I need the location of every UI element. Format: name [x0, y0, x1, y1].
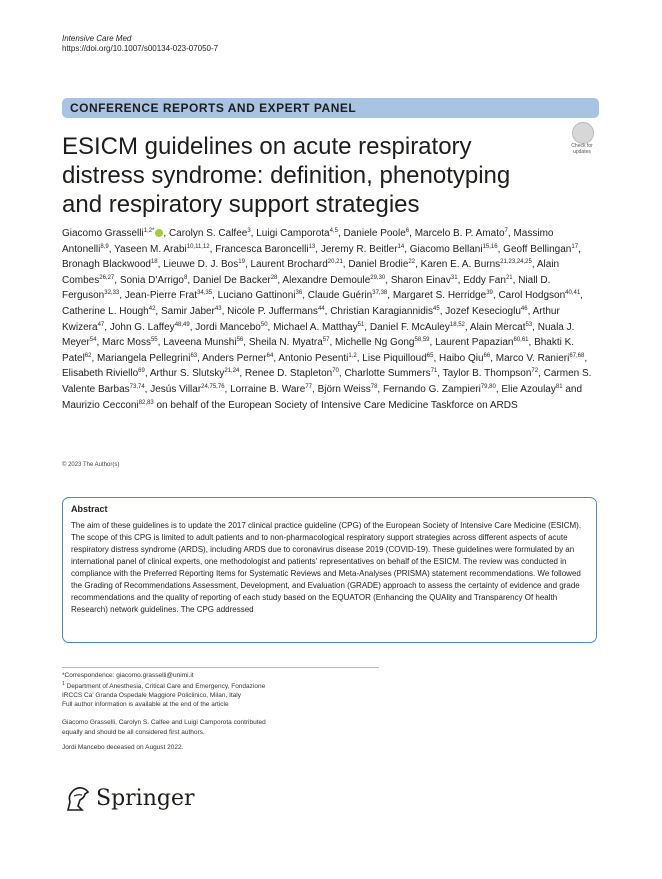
author-affiliation-ref: 21,24	[224, 368, 240, 375]
author-name: Laurent Brochard	[250, 259, 328, 271]
author-affiliation-ref: 57	[322, 337, 330, 344]
author-affiliation-ref: 53	[525, 321, 533, 328]
journal-name: Intensive Care Med	[62, 34, 132, 43]
author-name: Elisabeth Riviello	[62, 368, 139, 380]
author-affiliation-ref: 63	[190, 352, 198, 359]
abstract-box	[62, 497, 597, 643]
author-name: Niall D. Ferguson	[62, 274, 551, 302]
equal-contribution-line: equally and should be all considered first authors.	[62, 728, 205, 736]
author-affiliation-ref: 34,35	[197, 290, 213, 297]
author-affiliation-ref: 8,9	[100, 243, 109, 250]
author-name: Arthur S. Slutsky	[149, 368, 225, 380]
author-affiliation-ref: 51	[357, 321, 365, 328]
author-affiliation-ref: 1,2*	[143, 228, 155, 234]
author-name: Jozef Kesecioglu	[445, 305, 521, 317]
author-affiliation-ref: 45	[433, 305, 440, 312]
author-affiliation-ref: 18,52	[449, 321, 465, 328]
footnotes: *Correspondence: giacomo.grasselli@unimi.it $^1$ Department of Anesthesia, Critical Care and Emergency, Fondazione IRCCS Ca' Granda Ospedale Maggiore Policlinico, Milan, Italy Full author information is available at the end of the article	[62, 671, 382, 709]
author-name: Taylor B. Thompson	[442, 368, 532, 380]
section-banner	[62, 98, 599, 118]
author-affiliation-ref: 24,75,76	[201, 383, 225, 390]
author-name: Sharon Einav	[390, 274, 451, 286]
author-name: Massimo Antonelli	[62, 228, 554, 255]
author-affiliation-ref: 73,74	[129, 383, 145, 390]
equal-contribution-line: Giacomo Grasselli, Carolyn S. Calfee and Luigi Camporota contributed	[62, 719, 266, 726]
author-affiliation-ref: 43	[214, 305, 222, 312]
author-name: John G. Laffey	[109, 321, 175, 333]
author-name: Björn Weiss	[317, 383, 371, 395]
author-affiliation-ref: 37,38	[372, 290, 388, 297]
author-affiliation-ref: 3	[247, 228, 251, 234]
author-name: Bhakti K. Patel	[62, 337, 575, 364]
author-name: Jordi Mancebo	[195, 321, 261, 333]
author-name: Anders Perner	[202, 352, 267, 364]
author-name: Karen E. A. Burns	[420, 259, 501, 271]
author-name: Catherine L. Hough	[62, 305, 149, 317]
author-name: Marc Moss	[102, 337, 151, 349]
section-banner-label: CONFERENCE REPORTS AND EXPERT PANEL	[70, 101, 357, 115]
author-name: Daniel Brodie	[348, 259, 409, 271]
author-affiliation-ref: 66	[483, 352, 491, 359]
author-name: Luciano Gattinoni	[217, 290, 296, 302]
article-title	[62, 132, 562, 219]
authors-tail: on behalf of the European Society of Intensive Care Medicine Taskforce on ARDS	[156, 399, 518, 411]
doi-link[interactable]: https://doi.org/10.1007/s00134-023-07050-7	[62, 44, 219, 53]
author-name: Alain Combes	[62, 259, 560, 286]
author-name: Arthur Kwizera	[62, 305, 560, 333]
author-affiliation-ref: 36	[295, 290, 303, 297]
author-name: Claude Guérin	[307, 290, 373, 302]
springer-horse-icon	[62, 784, 94, 814]
author-affiliation-ref: 40,41	[565, 290, 581, 297]
author-name: Francesca Baroncelli	[215, 243, 309, 255]
author-name: Nicole P. Juffermans	[227, 305, 318, 317]
author-list: Giacomo Grasselli$^{1,2*}$ , Carolyn S. Calfee$^3$, Luigi Camporota$^{4,5}$, Daniele Poole$^6$, Marcelo B. P. Amato$^7$, Massimo Antonelli$^{8,9}$, Yaseen M. Arabi$^{10,11,12}$, Francesca Baroncelli$^{13}$, Jeremy R. Beitler$^{14}$, Giacomo Bellani$^{15,16}$, Geoff Bellingan$^{17}$, Bronagh Blackwood$^{18}$, Lieuwe D. J. Bos$^{19}$, Laurent Brochard$^{20,21}$, Daniel Brodie$^{22}$, Karen E. A. Burns$^{21,23,24,25}$, Alain Combes$^{26,27}$, Sonia D'Arrigo$^8$, Daniel De Backer$^{28}$, Alexandre Demoule$^{29,30}$, Sharon Einav$^{31}$, Eddy Fan$^{21}$, Niall D. Ferguson$^{32,33}$, Jean-Pierre Frat$^{34,35}$, Luciano Gattinoni$^{36}$, Claude Guérin$^{37,38}$, Margaret S. Herridge$^{39}$, Carol Hodgson$^{40,41}$, Catherine L. Hough$^{42}$, Samir Jaber$^{43}$, Nicole P. Juffermans$^{44}$, Christian Karagiannidis$^{45}$, Jozef Kesecioglu$^{46}$, Arthur Kwizera$^{47}$, John G. Laffey$^{48,49}$, Jordi Mancebo$^{50}$, Michael A. Matthay$^{51}$, Daniel F. McAuley$^{18,52}$, Alain Mercat$^{53}$, Nuala J. Meyer$^{54}$, Marc Moss$^{55}$, Laveena Munshi$^{56}$, Sheila N. Myatra$^{57}$, Michelle Ng Gong$^{58,59}$, Laurent Papazian$^{60,61}$, Bhakti K. Patel$^{62}$, Mariangela Pellegrini$^{63}$, Anders Perner$^{64}$, Antonio Pesenti$^{1,2}$, Lise Piquilloud$^{65}$, Haibo Qiu$^{66}$, Marco V. Ranieri$^{67,68}$, Elisabeth Riviello$^{69}$, Arthur S. Slutsky$^{21,24}$, Renee D. Stapleton$^{70}$, Charlotte Summers$^{71}$, Taylor B. Thompson$^{72}$, Carmen S. Valente Barbas$^{73,74}$, Jesús Villar$^{24,75,76}$, Lorraine B. Ware$^{77}$, Björn Weiss$^{78}$, Fernando G. Zampieri$^{79,80}$, Elie Azoulay$^{81}$ and Maurizio Cecconi$^{82,83}$ on behalf of the European Society of Intensive Care Medicine Taskforce on ARDS	[62, 228, 592, 411]
author-affiliation-ref: 62	[84, 352, 92, 359]
author-affiliation-ref: 58,59	[414, 337, 430, 344]
author-affiliation-ref: 21,23,24,25	[500, 259, 532, 266]
author-name: Yaseen M. Arabi	[114, 243, 187, 255]
author-affiliation-ref: 10,11,12	[186, 243, 210, 250]
author-name: Alexandre Demoule	[282, 274, 371, 286]
author-affiliation-ref: 4,5	[329, 228, 338, 234]
author-name: Elie Azoulay	[501, 383, 556, 395]
author-affiliation-ref: 64	[266, 352, 274, 359]
equal-contribution-note	[62, 718, 382, 737]
orcid-icon[interactable]	[155, 229, 163, 237]
author-name: Marco V. Ranieri	[495, 352, 570, 364]
author-affiliation-ref: 46	[520, 305, 528, 312]
author-affiliation-ref: 28	[270, 274, 278, 281]
author-affiliation-ref: 56	[236, 337, 244, 344]
author-affiliation-ref: 6	[405, 228, 410, 234]
author-name: Geoff Bellingan	[503, 243, 572, 255]
author-name: Lieuwe D. J. Bos	[163, 259, 239, 271]
author-name: Giacomo Bellani	[409, 243, 483, 255]
author-name: Michael A. Matthay	[273, 321, 358, 333]
author-name: Carol Hodgson	[498, 290, 566, 302]
author-name: Daniel F. McAuley	[369, 321, 450, 333]
author-name: Samir Jaber	[160, 305, 215, 317]
author-name: Laurent Papazian	[435, 337, 514, 349]
author-affiliation-ref: 18	[150, 259, 158, 266]
author-affiliation-ref: 7	[504, 228, 508, 234]
author-name: Marcelo B. P. Amato	[414, 228, 505, 239]
author-affiliation-ref: 79,80	[480, 383, 496, 390]
copyright: © 2023 The Author(s)	[62, 462, 120, 468]
title-line: distress syndrome: definition, phenotyping	[62, 162, 511, 189]
author-name: Sonia D'Arrigo	[119, 274, 184, 286]
author-affiliation-ref: 69	[138, 368, 145, 375]
author-affiliation-ref: 82,83	[138, 399, 154, 406]
author-affiliation-ref: 78	[370, 383, 378, 390]
author-affiliation-ref: 31	[450, 274, 458, 281]
author-affiliation-ref: 1,2	[348, 352, 357, 359]
author-affiliation-ref: 65	[426, 352, 434, 359]
title-line: and respiratory support strategies	[62, 191, 420, 218]
abstract-body: The aim of these guidelines is to update the 2017 clinical practice guideline (CPG) of the European Society of Intensive Care Medicine (ESICM). The scope of this CPG is limited to adult patients and to non-pharmacological respiratory support strategies across different aspects of acute respiratory distress syndrome (ARDS), including ARDS due to coronavirus disease 2019 (COVID-19). These guidelines were formulated by an international panel of clinical experts, one methodologist and patients' representatives on behalf of the ESICM. The review was conducted in compliance with the Preferred Reporting Items for Systematic Reviews and Meta-Analyses (PRISMA) statement recommendations. We followed the Grading of Recommendations Assessment, Development, and Evaluation (GRADE) approach to assess the certainty of evidence and grade recommendations and the quality of reporting of each study based on the EQUATOR (Enhancing the QUAlity and Transparency Of health Research) network guidelines. The CPG addressed	[71, 521, 582, 614]
author-name: Luigi Camporota	[256, 228, 330, 239]
correspondence-email[interactable]: giacomo.grasselli@unimi.it	[116, 672, 194, 679]
author-name: Nuala J. Meyer	[62, 321, 575, 349]
author-name: Maurizio Cecconi	[62, 399, 139, 411]
author-name: Margaret S. Herridge	[392, 290, 487, 302]
author-name: Carmen S. Valente Barbas	[62, 368, 592, 395]
author-affiliation-ref: 13	[308, 243, 316, 250]
author-name: Michelle Ng Gong	[335, 337, 415, 349]
author-name: Lorraine B. Ware	[230, 383, 306, 395]
author-affiliation-ref: 72	[531, 368, 539, 375]
author-affiliation-ref: 32,33	[104, 290, 120, 297]
author-affiliation-ref: 22	[408, 259, 416, 266]
author-affiliation-ref: 21	[505, 274, 513, 281]
author-name: Renee D. Stapleton	[244, 368, 333, 380]
author-affiliation-ref: 8	[184, 274, 188, 281]
author-name: Christian Karagiannidis	[330, 305, 434, 317]
author-name: Jesús Villar	[150, 383, 202, 395]
author-name: Daniel De Backer	[192, 274, 271, 286]
author-affiliation-ref: 19	[238, 259, 245, 266]
check-updates-label: Check for updates	[571, 143, 593, 155]
author-affiliation-ref: 55	[150, 337, 158, 344]
author-affiliation-ref: 17	[571, 243, 579, 250]
author-name: Haibo Qiu	[439, 352, 484, 364]
author-name: Bronagh Blackwood	[62, 259, 151, 271]
author-name: Giacomo Grasselli	[62, 228, 144, 239]
author-affiliation-ref: 39	[486, 290, 493, 297]
author-affiliation-ref: 77	[305, 383, 312, 390]
author-affiliation-ref: 48,49	[174, 321, 190, 328]
author-affiliation-ref: 70	[332, 368, 339, 375]
author-name: Sheila N. Myatra	[248, 337, 323, 349]
author-name: Daniele Poole	[343, 228, 406, 239]
author-affiliation-ref: 60,61	[513, 337, 529, 344]
author-affiliation-ref: 20,21	[327, 259, 343, 266]
full-author-info: Full author information is available at the end of the article	[62, 701, 229, 709]
journal-header	[62, 34, 218, 54]
footnote-divider	[62, 667, 379, 668]
author-name: Eddy Fan	[463, 274, 506, 286]
abstract-heading: Abstract	[71, 504, 108, 514]
author-affiliation-ref: 44	[317, 305, 325, 312]
author-name: Jeremy R. Beitler	[320, 243, 398, 255]
author-name: Antonio Pesenti	[278, 352, 349, 364]
author-affiliation-ref: 54	[89, 337, 97, 344]
author-name: Carolyn S. Calfee	[168, 228, 248, 239]
author-name: Charlotte Summers	[344, 368, 431, 380]
title-line: ESICM guidelines on acute respiratory	[62, 133, 472, 160]
correspondence-label: *Correspondence:	[62, 672, 115, 679]
author-name: Fernando G. Zampieri	[382, 383, 481, 395]
affiliation-cont: IRCCS Ca' Granda Ospedale Maggiore Policlinico, Milan, Italy	[62, 692, 241, 700]
author-name: Laveena Munshi	[163, 337, 237, 349]
author-name: Jean-Pierre Frat	[124, 290, 198, 302]
author-affiliation-ref: 81	[555, 383, 563, 390]
author-affiliation-ref: 26,27	[99, 274, 115, 281]
publisher-name: Springer	[96, 786, 195, 811]
author-name: Alain Mercat	[469, 321, 526, 333]
author-affiliation-ref: 15,16	[482, 243, 498, 250]
author-affiliation-ref: 14	[397, 243, 405, 250]
deceased-note: Jordi Mancebo deceased on August 2022.	[62, 744, 184, 751]
check-for-updates-badge[interactable]	[565, 122, 599, 156]
author-name: Lise Piquilloud	[362, 352, 427, 364]
affiliation: Department of Anesthesia, Critical Care and Emergency, Fondazione	[66, 683, 266, 691]
author-affiliation-ref: 47	[97, 321, 105, 328]
author-affiliation-ref: 71	[430, 368, 438, 375]
author-affiliation-ref: 42	[148, 305, 156, 312]
check-updates-icon	[572, 122, 594, 144]
author-affiliation-ref: 67,68	[569, 352, 585, 359]
author-affiliation-ref: 29,30	[370, 274, 386, 281]
author-affiliation-ref: 50	[260, 321, 268, 328]
author-name: Mariangela Pellegrini	[97, 352, 191, 364]
